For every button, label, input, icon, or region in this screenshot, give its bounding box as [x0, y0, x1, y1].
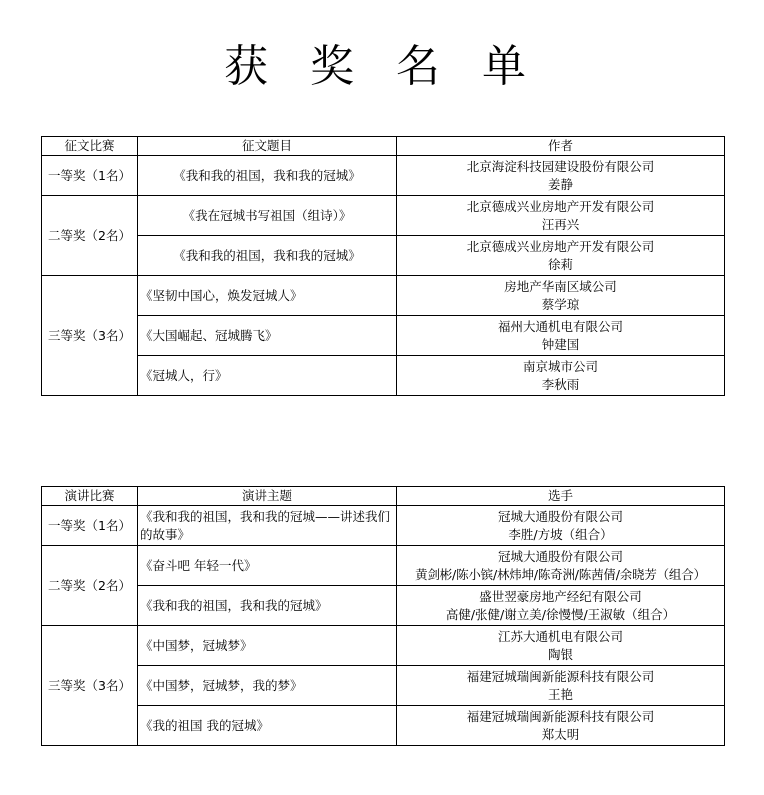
author-org: 北京海淀科技园建设股份有限公司	[466, 158, 655, 174]
table-row	[42, 706, 725, 746]
contestant-name: 王艳	[547, 686, 573, 702]
contestant-cell	[397, 586, 725, 626]
award-level-second: 二等奖（2名）	[42, 546, 138, 626]
table-row	[42, 626, 725, 666]
author-org: 南京城市公司	[522, 358, 598, 374]
author-name: 汪再兴	[541, 216, 580, 232]
table-row	[42, 356, 725, 396]
contestant-name: 陶银	[547, 646, 573, 662]
contestant-cell	[397, 546, 725, 586]
page-title: 获 奖 名 单	[224, 41, 540, 92]
table-row	[42, 196, 725, 236]
table-row	[42, 236, 725, 276]
table-row	[42, 506, 725, 546]
author-cell	[397, 236, 725, 276]
award-level-third: 三等奖（3名）	[42, 276, 138, 396]
author-name: 姜静	[547, 176, 573, 192]
contestant-cell	[397, 506, 725, 546]
award-level-third: 三等奖（3名）	[42, 626, 138, 746]
contestant-cell	[397, 626, 725, 666]
essay-topic: 《冠城人，行》	[138, 356, 397, 396]
table-row	[42, 586, 725, 626]
essay-topic: 《我在冠城书写祖国（组诗）》	[138, 196, 397, 236]
header-topic: 征文题目	[138, 137, 397, 156]
speech-topic: 《奋斗吧 年轻一代》	[138, 546, 397, 586]
author-name: 李秋雨	[541, 376, 580, 392]
award-level-first: 一等奖（1名）	[42, 506, 138, 546]
contestant-org: 冠城大通股份有限公司	[497, 508, 623, 524]
author-cell	[397, 356, 725, 396]
contestant-org: 冠城大通股份有限公司	[497, 548, 623, 564]
contestant-cell	[397, 666, 725, 706]
contestant-org: 福建冠城瑞闽新能源科技有限公司	[466, 708, 655, 724]
essay-topic: 《我和我的祖国，我和我的冠城》	[138, 156, 397, 196]
speech-awards-table	[41, 486, 725, 746]
essay-topic: 《大国崛起、冠城腾飞》	[138, 316, 397, 356]
contestant-org: 盛世翌豪房地产经纪有限公司	[479, 588, 642, 604]
author-org: 房地产华南区域公司	[504, 278, 617, 294]
essay-topic: 《坚韧中国心，焕发冠城人》	[138, 276, 397, 316]
contestant-org: 福建冠城瑞闽新能源科技有限公司	[466, 668, 655, 684]
author-name: 蔡学琼	[541, 296, 580, 312]
essay-topic: 《我和我的祖国，我和我的冠城》	[138, 236, 397, 276]
speech-topic: 《中国梦，冠城梦，我的梦》	[138, 666, 397, 706]
table-row	[42, 276, 725, 316]
table-header-row	[42, 487, 725, 506]
header-contestant: 选手	[397, 487, 725, 506]
speech-topic: 《我的祖国 我的冠城》	[138, 706, 397, 746]
author-name: 徐莉	[547, 256, 573, 272]
essay-awards-table	[41, 136, 725, 396]
author-org: 北京德成兴业房地产开发有限公司	[466, 238, 655, 254]
award-level-second: 二等奖（2名）	[42, 196, 138, 276]
author-cell	[397, 156, 725, 196]
contestant-name: 郑太明	[541, 726, 580, 742]
contestant-name: 黄剑彬/陈小镔/林炜坤/陈奇洲/陈茜倩/余晓芳（组合）	[415, 566, 706, 582]
header-author: 作者	[397, 137, 725, 156]
header-topic: 演讲主题	[138, 487, 397, 506]
speech-topic: 《中国梦，冠城梦》	[138, 626, 397, 666]
author-cell	[397, 196, 725, 236]
table-row	[42, 666, 725, 706]
table-row	[42, 156, 725, 196]
author-org: 福州大通机电有限公司	[497, 318, 623, 334]
contestant-cell	[397, 706, 725, 746]
table-row	[42, 546, 725, 586]
header-competition: 演讲比赛	[42, 487, 138, 506]
author-cell	[397, 316, 725, 356]
speech-topic: 《我和我的祖国，我和我的冠城》	[138, 586, 397, 626]
award-level-first: 一等奖（1名）	[42, 156, 138, 196]
speech-topic: 《我和我的祖国，我和我的冠城——讲述我们的故事》	[138, 506, 397, 546]
table-row	[42, 316, 725, 356]
contestant-name: 李胜/方坡（组合）	[508, 526, 613, 542]
author-name: 钟建国	[541, 336, 580, 352]
contestant-org: 江苏大通机电有限公司	[497, 628, 623, 644]
contestant-name: 高健/张健/谢立美/徐慢慢/王淑敏（组合）	[445, 606, 676, 622]
author-cell	[397, 276, 725, 316]
table-header-row	[42, 137, 725, 156]
author-org: 北京德成兴业房地产开发有限公司	[466, 198, 655, 214]
header-competition: 征文比赛	[42, 137, 138, 156]
